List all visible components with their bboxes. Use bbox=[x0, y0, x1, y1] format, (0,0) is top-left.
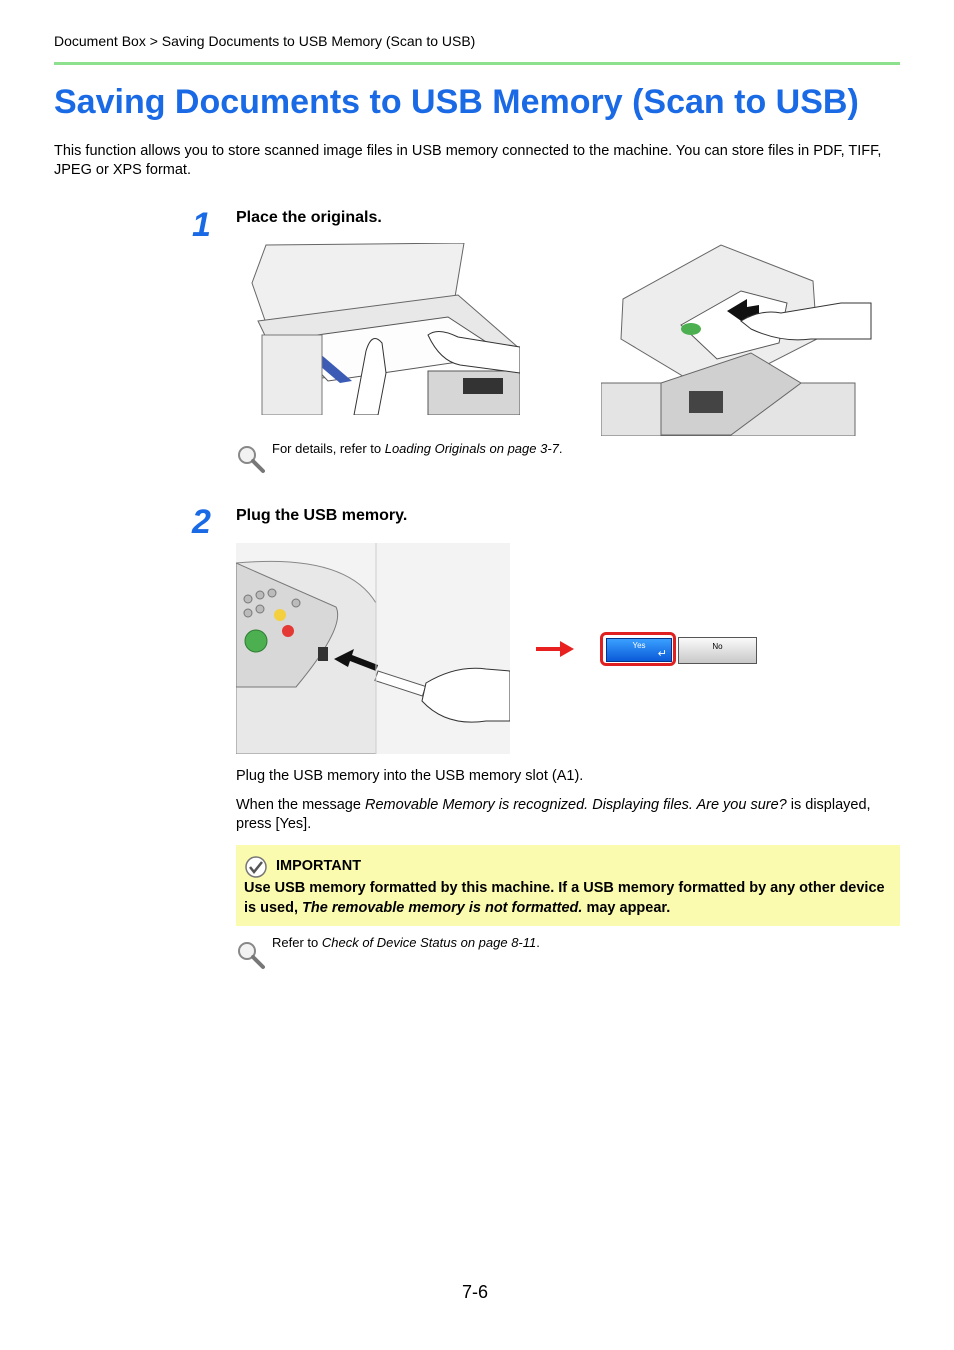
important-heading: IMPORTANT bbox=[276, 858, 362, 874]
step-1-note: For details, refer to Loading Originals on page 3-7. bbox=[272, 441, 563, 456]
step-2-title: Plug the USB memory. bbox=[236, 507, 408, 524]
check-icon bbox=[244, 855, 268, 879]
step-2-instruction: Plug the USB memory into the USB memory slot (A1). bbox=[236, 768, 584, 784]
document-processor-illustration bbox=[601, 243, 877, 436]
important-message: The removable memory is not formatted. bbox=[302, 900, 583, 916]
step-1-number: 1 bbox=[192, 206, 211, 244]
page-title: Saving Documents to USB Memory (Scan to USB) bbox=[54, 83, 859, 121]
yes-button[interactable]: Yes ↵ bbox=[606, 638, 672, 662]
usb-slot-illustration bbox=[236, 543, 510, 754]
step-2-number: 2 bbox=[192, 503, 211, 541]
step-2-note-reference[interactable]: Check of Device Status on page 8-11 bbox=[321, 935, 537, 950]
important-text: Use USB memory formatted by this machine. If a USB memory formatted by any other device is used, The removable memory is not formatted. may appear. bbox=[244, 880, 885, 916]
intro-paragraph: This function allows you to store scanned image files in USB memory connected to the machine. You can store files in PDF, TIFF, JPEG or XPS format. bbox=[54, 143, 882, 178]
step-1-title: Place the originals. bbox=[236, 209, 382, 226]
important-box bbox=[236, 845, 900, 926]
header-rule bbox=[54, 62, 900, 65]
confirmation-message: Removable Memory is recognized. Displaying files. Are you sure? bbox=[364, 797, 787, 813]
red-arrow-icon bbox=[536, 641, 576, 657]
yes-button-highlight bbox=[600, 632, 676, 666]
no-button[interactable]: No bbox=[678, 637, 757, 664]
magnifier-icon bbox=[236, 444, 266, 474]
page-number: 7-6 bbox=[462, 1282, 489, 1302]
platen-illustration bbox=[248, 243, 520, 415]
enter-icon: ↵ bbox=[657, 648, 667, 660]
step-1-note-reference[interactable]: Loading Originals on page 3-7 bbox=[384, 441, 559, 456]
step-2-message-paragraph: When the message Removable Memory is recognized. Displaying files. Are you sure? is displayed, press [Yes]. bbox=[236, 797, 871, 832]
step-2-note: Refer to Check of Device Status on page 8-11. bbox=[272, 935, 540, 950]
breadcrumb: Document Box > Saving Documents to USB Memory (Scan to USB) bbox=[54, 33, 476, 49]
magnifier-icon bbox=[236, 940, 266, 970]
